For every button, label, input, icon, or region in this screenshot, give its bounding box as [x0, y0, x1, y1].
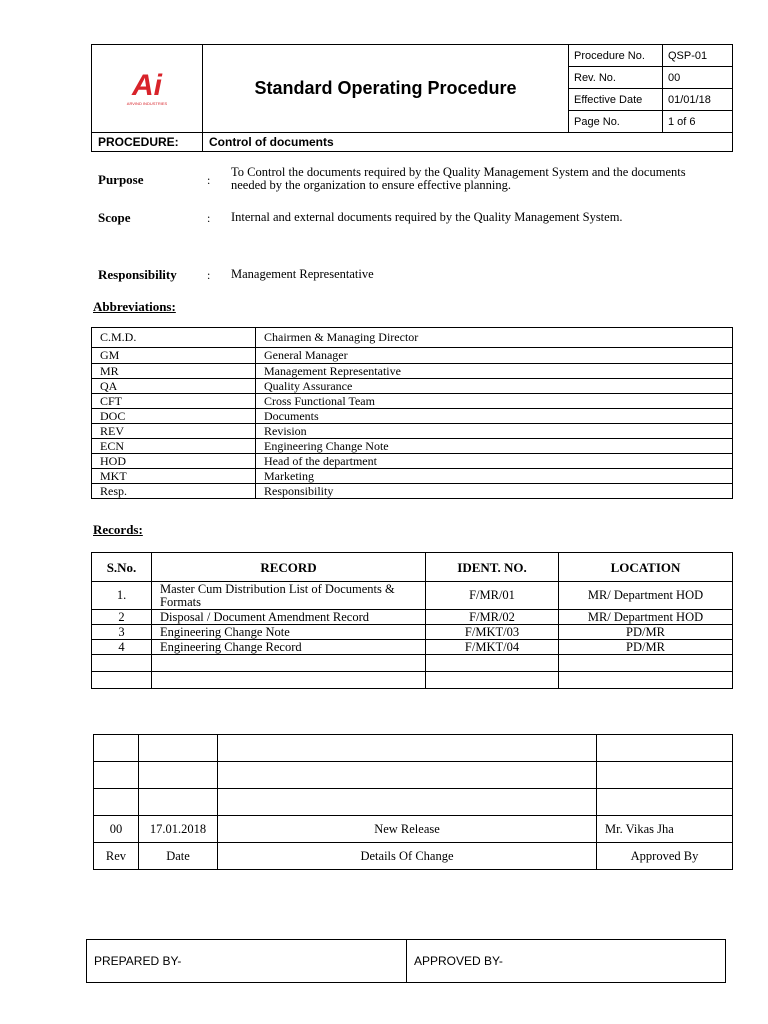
table-row	[92, 454, 733, 469]
logo-mark: Ai	[132, 69, 162, 102]
table-row	[92, 348, 733, 364]
meaning-cell: Revision	[256, 424, 733, 439]
table-footer-row	[94, 843, 733, 870]
abbr-cell: QA	[92, 379, 256, 394]
table-row-empty	[94, 735, 733, 762]
date-label: Date	[139, 843, 218, 870]
ident-cell: F/MKT/03	[426, 625, 559, 640]
rev-cell: 00	[94, 816, 139, 843]
abbr-cell: HOD	[92, 454, 256, 469]
meaning-cell: Responsibility	[256, 484, 733, 499]
location-cell: PD/MR	[559, 625, 733, 640]
effective-date-label: Effective Date	[569, 89, 663, 111]
column-header: LOCATION	[559, 553, 733, 582]
table-row	[92, 409, 733, 424]
records-table	[91, 552, 733, 689]
location-cell: PD/MR	[559, 640, 733, 655]
table-row	[92, 394, 733, 409]
location-cell: MR/ Department HOD	[559, 582, 733, 610]
rev-label: Rev	[94, 843, 139, 870]
ident-cell: F/MR/01	[426, 582, 559, 610]
company-logo	[92, 45, 203, 133]
abbreviations-table	[91, 327, 733, 499]
record-cell: Engineering Change Record	[152, 640, 426, 655]
rev-no-label: Rev. No.	[569, 67, 663, 89]
table-row-empty	[92, 672, 733, 689]
record-cell: Engineering Change Note	[152, 625, 426, 640]
prepared-by: PREPARED BY-	[87, 940, 407, 983]
table-row-empty	[94, 789, 733, 816]
abbr-cell: GM	[92, 348, 256, 364]
table-row	[92, 439, 733, 454]
abbreviations-heading: Abbreviations:	[93, 299, 176, 314]
abbr-cell: MR	[92, 364, 256, 379]
abbr-cell: REV	[92, 424, 256, 439]
purpose-label: Purpose	[98, 172, 144, 187]
table-row	[92, 364, 733, 379]
procedure-no-value: QSP-01	[663, 45, 733, 67]
document-header	[91, 44, 733, 152]
table-row	[92, 625, 733, 640]
ident-cell: F/MR/02	[426, 610, 559, 625]
meaning-cell: Marketing	[256, 469, 733, 484]
column-header: S.No.	[92, 553, 152, 582]
meaning-cell: Head of the department	[256, 454, 733, 469]
ident-cell: F/MKT/04	[426, 640, 559, 655]
purpose-text: To Control the documents required by the Quality Management System and the documents needed by the organization to ensure effective planning.	[231, 165, 686, 192]
table-row-empty	[92, 655, 733, 672]
approved-cell: Mr. Vikas Jha	[597, 816, 733, 843]
table-row	[92, 469, 733, 484]
revision-history-table	[93, 734, 733, 870]
logo-subtext: ARVIND INDUSTRIES	[126, 101, 168, 106]
effective-date-value: 01/01/18	[663, 89, 733, 111]
meaning-cell: Quality Assurance	[256, 379, 733, 394]
table-row	[92, 610, 733, 625]
responsibility-text: Management Representative	[231, 267, 374, 281]
document-title: Standard Operating Procedure	[203, 45, 569, 133]
record-cell: Disposal / Document Amendment Record	[152, 610, 426, 625]
meaning-cell: Documents	[256, 409, 733, 424]
column-header: RECORD	[152, 553, 426, 582]
approved-by: APPROVED BY-	[407, 940, 726, 983]
procedure-value: Control of documents	[203, 133, 733, 152]
approved-label: Approved By	[597, 843, 733, 870]
abbr-cell: CFT	[92, 394, 256, 409]
abbr-cell: Resp.	[92, 484, 256, 499]
table-row	[92, 484, 733, 499]
meaning-cell: Chairmen & Managing Director	[256, 328, 733, 348]
location-cell: MR/ Department HOD	[559, 610, 733, 625]
sno-cell: 1.	[92, 582, 152, 610]
procedure-no-label: Procedure No.	[569, 45, 663, 67]
table-row-empty	[94, 762, 733, 789]
records-heading: Records:	[93, 522, 143, 537]
date-cell: 17.01.2018	[139, 816, 218, 843]
table-header-row	[92, 553, 733, 582]
scope-text: Internal and external documents required by the Quality Management System.	[231, 210, 623, 224]
procedure-label: PROCEDURE:	[92, 133, 203, 152]
purpose-colon: :	[207, 173, 211, 187]
abbr-cell: ECN	[92, 439, 256, 454]
responsibility-label: Responsibility	[98, 267, 177, 282]
table-row	[92, 379, 733, 394]
details-label: Details Of Change	[218, 843, 597, 870]
abbr-cell: C.M.D.	[92, 328, 256, 348]
responsibility-colon: :	[207, 268, 211, 282]
table-row	[92, 328, 733, 348]
abbr-cell: DOC	[92, 409, 256, 424]
meaning-cell: General Manager	[256, 348, 733, 364]
sno-cell: 4	[92, 640, 152, 655]
sno-cell: 3	[92, 625, 152, 640]
record-cell: Master Cum Distribution List of Documents & Formats	[152, 582, 426, 610]
meaning-cell: Engineering Change Note	[256, 439, 733, 454]
sno-cell: 2	[92, 610, 152, 625]
table-row	[92, 640, 733, 655]
meaning-cell: Management Representative	[256, 364, 733, 379]
table-row	[92, 582, 733, 610]
rev-no-value: 00	[663, 67, 733, 89]
table-row	[94, 816, 733, 843]
column-header: IDENT. NO.	[426, 553, 559, 582]
abbr-cell: MKT	[92, 469, 256, 484]
table-row	[92, 424, 733, 439]
scope-label: Scope	[98, 210, 131, 225]
signoff-table	[86, 939, 726, 983]
meaning-cell: Cross Functional Team	[256, 394, 733, 409]
scope-colon: :	[207, 211, 211, 225]
page-no-value: 1 of 6	[663, 111, 733, 133]
page-no-label: Page No.	[569, 111, 663, 133]
details-cell: New Release	[218, 816, 597, 843]
